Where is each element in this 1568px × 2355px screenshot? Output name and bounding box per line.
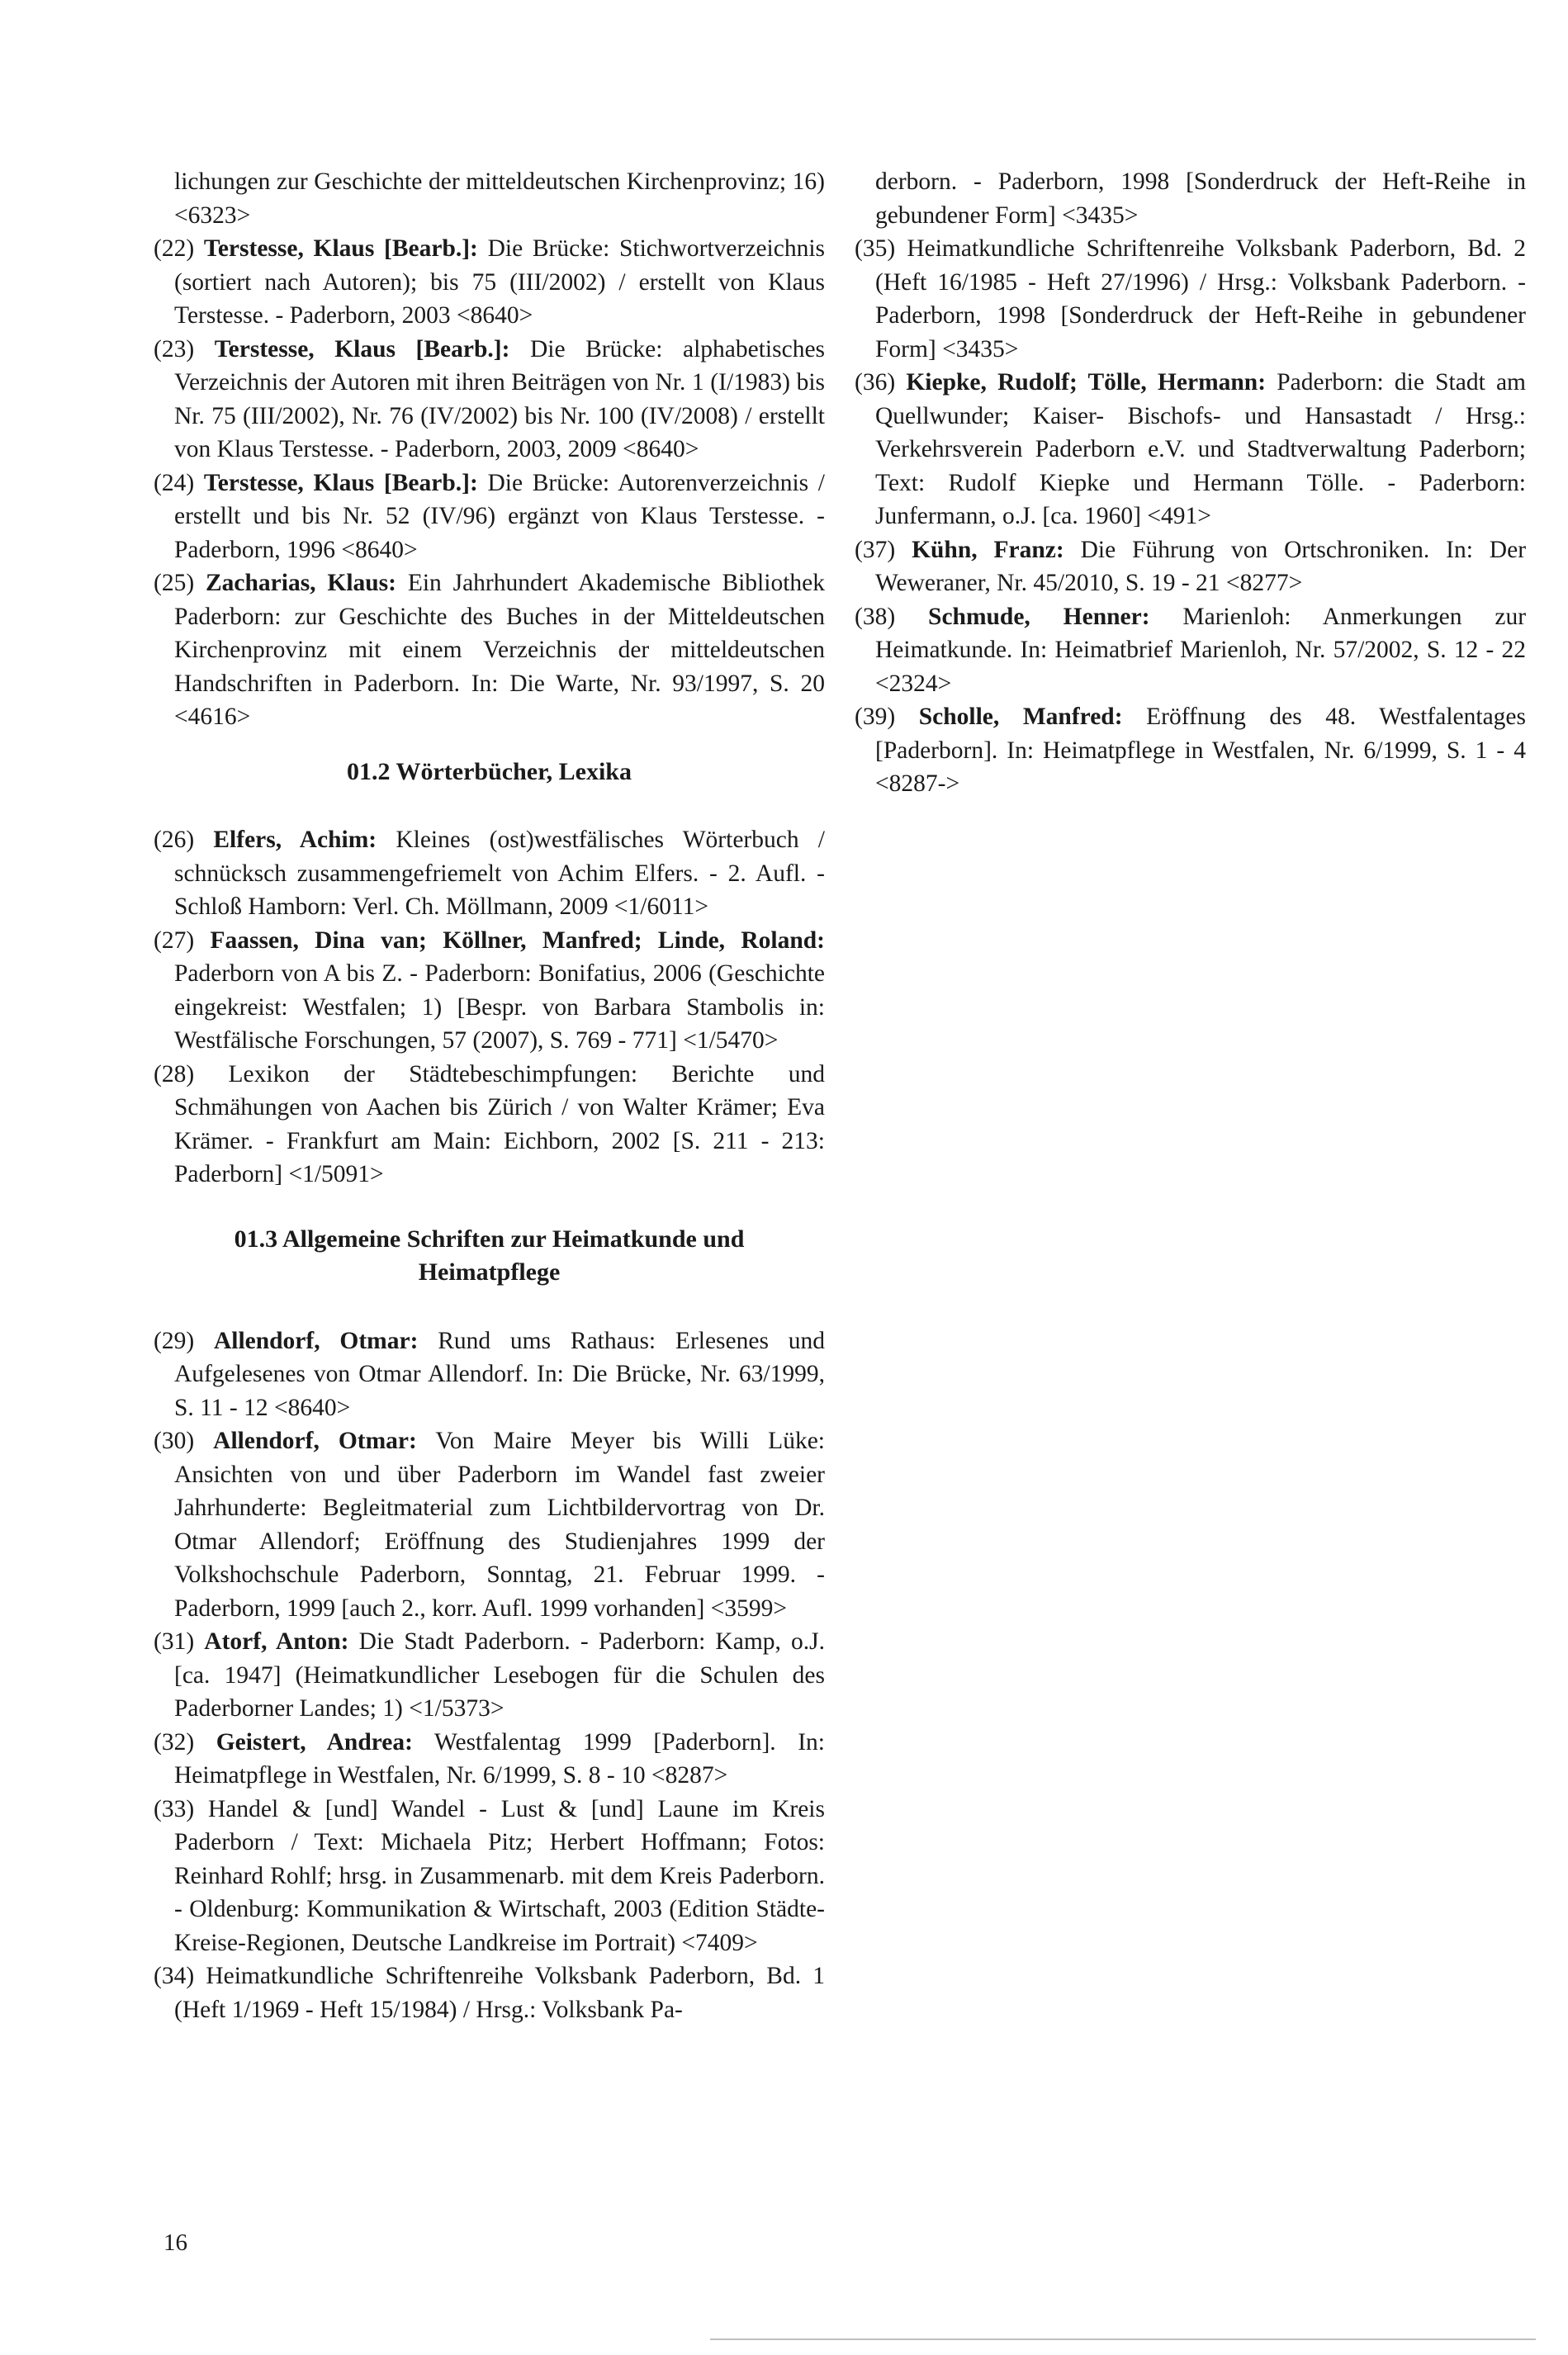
entry-number: (22): [154, 235, 195, 262]
left-column: [154, 165, 825, 2026]
entry-text: Heimatkundliche Schriftenreihe Volksbank Paderborn, Bd. 2 (Heft 16/1985 - Heft 27/1996) / Hrsg.: Volksbank Paderborn. - Paderborn, 1998 [Sonderdruck der Heft-Reihe in gebundener Form] <3435>: [875, 235, 1526, 362]
entry-author: Scholle, Manfred:: [918, 704, 1123, 730]
entry-text: Kleines (ost)westfälisches Wörterbuch / schnücksch zusammengefriemelt von Achim Elfers. - 2. Aufl. - Schloß Hamborn: Verl. Ch. Möllmann, 2009 <1/6011>: [174, 827, 825, 920]
entry-number: (38): [855, 603, 896, 630]
entry-list: [855, 232, 1526, 801]
entry-number: (37): [855, 536, 896, 563]
entry-number: (30): [154, 1428, 195, 1454]
bibliography-entry: [154, 823, 825, 924]
entry-number: (23): [154, 335, 195, 362]
entry-text: Ein Jahrhundert Akademische Bibliothek Paderborn: zur Geschichte des Buches in der Mitteldeutschen Kirchenprovinz mit einem Verzeichnis der mitteldeutschen Handschriften in Paderborn. In: Die Warte, Nr. 93/1997, S. 20 <4616>: [174, 570, 825, 730]
entry-author: Allendorf, Otmar:: [213, 1428, 417, 1454]
bibliography-entry: [154, 1793, 825, 1960]
bibliography-entry: [154, 467, 825, 567]
bibliography-entry: [855, 533, 1526, 600]
entry-number: (24): [154, 469, 195, 496]
section-heading-line: 01.3 Allgemeine Schriften zur Heimatkunde und: [234, 1225, 745, 1253]
entry-text: Die Brücke: Autorenverzeichnis / erstellt und bis Nr. 52 (IV/96) ergänzt von Klaus Terstesse. - Paderborn, 1996 <8640>: [174, 469, 825, 563]
bibliography-entry: [154, 566, 825, 734]
entry-author: Faassen, Dina van; Köllner, Manfred; Linde, Roland:: [210, 926, 826, 954]
entry-list: [154, 1324, 825, 2027]
entry-number: (33): [154, 1795, 195, 1822]
entry-author: Terstesse, Klaus [Bearb.]:: [203, 235, 478, 262]
entry-text: Heimatkundliche Schriftenreihe Volksbank Paderborn, Bd. 1 (Heft 1/1969 - Heft 15/1984) / Hrsg.: Volksbank Pa-: [174, 1963, 825, 2023]
entry-author: Terstesse, Klaus [Bearb.]:: [203, 469, 478, 496]
entry-number: (34): [154, 1963, 195, 1989]
entry-text: Die Führung von Ortschroniken. In: Der Weweraner, Nr. 45/2010, S. 19 - 21 <8277>: [875, 536, 1527, 596]
entry-author: Zacharias, Klaus:: [205, 570, 396, 596]
entry-text: Westfalentag 1999 [Paderborn]. In: Heimatpflege in Westfalen, Nr. 6/1999, S. 8 - 10 <8287>: [174, 1728, 825, 1789]
entry-list: [154, 232, 825, 734]
entry-author: Allendorf, Otmar:: [213, 1327, 419, 1354]
entry-author: Schmude, Henner:: [928, 603, 1150, 630]
entry-author: Geistert, Andrea:: [216, 1728, 413, 1756]
entry-number: (39): [855, 704, 896, 730]
entry-list: [154, 823, 825, 1192]
continuation-text: lichungen zur Geschichte der mitteldeutschen Kirchenprovinz; 16) <6323>: [174, 168, 825, 229]
entry-text: Von Maire Meyer bis Willi Lüke: Ansichten von und über Paderborn im Wandel fast zweier Jahrhunderte: Begleitmaterial zum Lichtbildervortrag von Dr. Otmar Allendorf; Eröffnung des Studienjahres 1999 der Volkshochschule Paderborn, Sonntag, 21. Februar 1999. - Paderborn, 1999 [auch 2., korr. Aufl. 1999 vorhanden] <3599>: [174, 1428, 825, 1622]
section-heading-line: Heimatpflege: [418, 1258, 561, 1286]
entry-text: Paderborn: die Stadt am Quellwunder; Kaiser- Bischofs- und Hansastadt / Hrsg.: Verkehrsverein Paderborn e.V. und Stadtverwaltung Paderborn; Text: Rudolf Kiepke und Hermann Tölle. - Paderborn: Junfermann, o.J. [ca. 1960] <491>: [875, 369, 1527, 529]
entry-text: Die Brücke: alphabetisches Verzeichnis der Autoren mit ihren Beiträgen von Nr. 1 (I/1983) bis Nr. 75 (III/2002), Nr. 76 (IV/2002) bis Nr. 100 (IV/2008) / erstellt von Klaus Terstesse. - Paderborn, 2003, 2009 <8640>: [174, 335, 826, 462]
bibliography-entry: [154, 924, 825, 1058]
entry-number: (35): [855, 235, 896, 262]
right-column: [855, 165, 1526, 801]
bibliography-entry: [154, 1959, 825, 2026]
footer-rule: [710, 2338, 1536, 2340]
entry-author: Elfers, Achim:: [213, 827, 377, 853]
section-heading: [154, 1223, 825, 1290]
page-number: 16: [163, 2229, 187, 2256]
entry-author: Atorf, Anton:: [204, 1628, 349, 1655]
entry-number: (27): [154, 926, 195, 954]
bibliography-entry: [855, 600, 1526, 701]
entry-author: Terstesse, Klaus [Bearb.]:: [214, 335, 510, 362]
entry-text: Die Brücke: Stichwortverzeichnis (sortiert nach Autoren); bis 75 (III/2002) / erstellt von Klaus Terstesse. - Paderborn, 2003 <8640>: [174, 235, 826, 329]
bibliography-entry: [154, 232, 825, 333]
bibliography-entry: [154, 1625, 825, 1726]
entry-text: Rund ums Rathaus: Erlesenes und Aufgelesenes von Otmar Allendorf. In: Die Brücke, Nr. 63/1999, S. 11 - 12 <8640>: [174, 1327, 826, 1421]
bibliography-entry: [154, 1058, 825, 1192]
bibliography-entry: [154, 1324, 825, 1425]
entry-number: (26): [154, 827, 195, 853]
bibliography-entry: [855, 232, 1526, 366]
continuation-text: derborn. - Paderborn, 1998 [Sonderdruck der Heft-Reihe in gebundener Form] <3435>: [875, 168, 1526, 229]
bibliography-entry: [154, 333, 825, 467]
entry-text: Marienloh: Anmerkungen zur Heimatkunde. In: Heimatbrief Marienloh, Nr. 57/2002, S. 12 - 22 <2324>: [875, 603, 1527, 697]
entry-text: Die Stadt Paderborn. - Paderborn: Kamp, o.J. [ca. 1947] (Heimatkundlicher Lesebogen für die Schulen des Paderborner Landes; 1) <1/5373>: [174, 1628, 826, 1722]
entry-text: Handel & [und] Wandel - Lust & [und] Laune im Kreis Paderborn / Text: Michaela Pitz; Herbert Hoffmann; Fotos: Reinhard Rohlf; hrsg. in Zusammenarb. mit dem Kreis Paderborn. - Oldenburg: Kommunikation & Wirtschaft, 2003 (Edition Städte-Kreise-Regionen, Deutsche Landkreise im Portrait) <7409>: [174, 1795, 825, 1956]
entry-author: Kühn, Franz:: [912, 536, 1064, 563]
entry-number: (29): [154, 1327, 195, 1354]
section-heading: 01.2 Wörterbücher, Lexika: [347, 757, 632, 785]
entry-number: (31): [154, 1628, 195, 1655]
entry-text: Paderborn von A bis Z. - Paderborn: Bonifatius, 2006 (Geschichte eingekreist: Westfalen; 1) [Bespr. von Barbara Stambolis in: Westfälische Forschungen, 57 (2007), S. 769 - 771] <1/5470>: [174, 960, 825, 1054]
entry-text: Eröffnung des 48. Westfalentages [Paderborn]. In: Heimatpflege in Westfalen, Nr. 6/1999, S. 1 - 4 <8287->: [875, 704, 1527, 797]
entry-author: Kiepke, Rudolf; Tölle, Hermann:: [906, 369, 1267, 396]
entry-text: Lexikon der Städtebeschimpfungen: Berichte und Schmähungen von Aachen bis Zürich / von Walter Krämer; Eva Krämer. - Frankfurt am Main: Eichborn, 2002 [S. 211 - 213: Paderborn] <1/5091>: [174, 1060, 825, 1187]
bibliography-entry: [154, 1726, 825, 1793]
entry-number: (32): [154, 1728, 195, 1756]
bibliography-entry: [855, 366, 1526, 533]
entry-number: (25): [154, 570, 195, 596]
bibliography-entry: [154, 1424, 825, 1625]
entry-number: (28): [154, 1060, 195, 1087]
bibliography-entry: [855, 700, 1526, 801]
entry-number: (36): [855, 369, 896, 396]
